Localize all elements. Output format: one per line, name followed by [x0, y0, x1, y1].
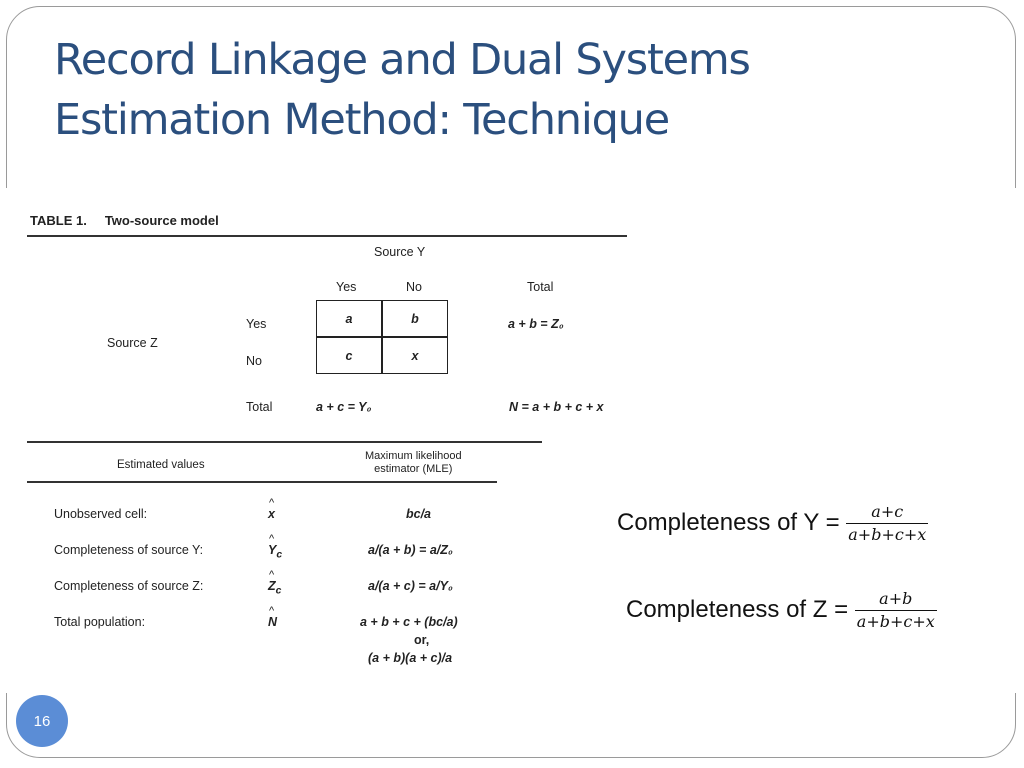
row-yes-label: Yes — [246, 317, 267, 331]
est-mle-alt: (a + b)(a + c)/a — [368, 651, 453, 665]
mid-rule — [27, 441, 542, 443]
col-yes-total: a + c = Y₀ — [316, 400, 372, 414]
estimated-values-header: Estimated values — [117, 459, 205, 471]
source-y-header: Source Y — [374, 245, 426, 259]
est-symbol-0: ^ x — [268, 507, 275, 521]
completeness-y-denominator: a+b+c+x — [848, 525, 927, 544]
completeness-z-formula — [626, 589, 937, 632]
cell-x: x — [411, 348, 419, 363]
title-line-1: Record Linkage and Dual Systems — [54, 35, 750, 85]
completeness-z-numerator: a+b — [879, 589, 913, 608]
page-number-badge: 16 — [16, 695, 68, 747]
est-label-0: Unobserved cell: — [54, 507, 148, 521]
contingency-grid — [316, 300, 448, 374]
completeness-y-formula — [617, 502, 928, 545]
top-rule — [27, 235, 627, 237]
row-yes-total: a + b = Z₀ — [508, 317, 564, 331]
est-symbol-1: ^ $Y_c$ — [268, 543, 282, 561]
table-label: TABLE 1. — [30, 213, 87, 228]
mle-header-line2: estimator (MLE) — [374, 463, 453, 475]
slide-title — [54, 30, 750, 150]
completeness-z-fraction — [855, 589, 937, 632]
title-line-2: Estimation Method: Technique — [54, 95, 669, 145]
cell-b: b — [411, 311, 419, 326]
est-mle-3: a + b + c + (bc/a) — [360, 615, 458, 629]
est-symbol-3: ^ N — [268, 615, 277, 629]
est-label-3: Total population: — [54, 615, 146, 629]
row-total-label: Total — [246, 400, 273, 414]
col-yes-header: Yes — [336, 280, 357, 294]
completeness-z-denominator: a+b+c+x — [856, 612, 935, 631]
est-mle-0: bc/a — [406, 507, 432, 521]
header-rule — [27, 481, 497, 483]
mle-header-line1: Maximum likelihood — [365, 450, 462, 462]
completeness-y-label: Completeness of Y = — [617, 508, 840, 536]
completeness-z-label: Completeness of Z = — [626, 595, 849, 623]
est-label-1: Completeness of source Y: — [54, 543, 204, 557]
mle-header — [365, 450, 462, 476]
row-no-label: No — [246, 354, 262, 368]
table-image — [22, 205, 634, 680]
completeness-y-fraction — [846, 502, 928, 545]
col-total-header: Total — [527, 280, 554, 294]
table-caption: Two-source model — [104, 213, 219, 228]
cell-a: a — [345, 311, 353, 326]
est-mle-or: or, — [414, 633, 430, 647]
grand-total: N = a + b + c + x — [509, 400, 604, 414]
est-mle-1: a/(a + b) = a/Z₀ — [368, 543, 453, 557]
source-z-label: Source Z — [107, 336, 158, 350]
est-label-2: Completeness of source Z: — [54, 579, 204, 593]
cell-c: c — [345, 348, 353, 363]
est-mle-2: a/(a + c) = a/Y₀ — [368, 579, 453, 593]
est-symbol-2: ^ $Z_c$ — [268, 579, 281, 597]
col-no-header: No — [406, 280, 422, 294]
table-heading — [30, 213, 237, 228]
completeness-y-numerator: a+c — [871, 502, 904, 521]
